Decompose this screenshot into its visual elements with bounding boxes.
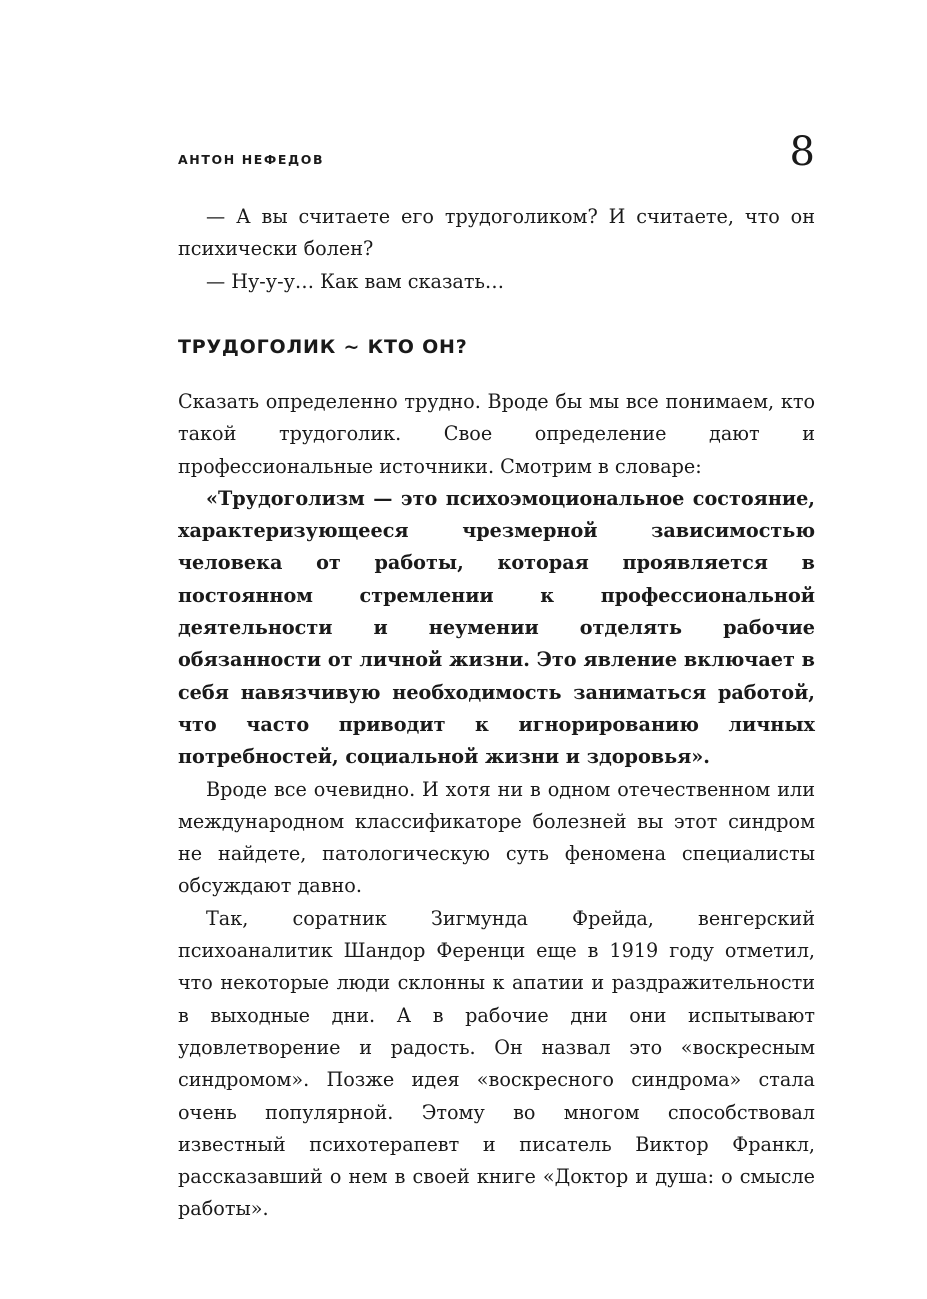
page-number: 8 (789, 129, 815, 175)
definition-quote: «Трудоголизм — это психоэмоциональное состояние, характеризующееся чрезмерной зависимостью человека от работы, которая проявляется в постоянном стремлении к профессиональной деятельности и неумении отделять рабочие обязанности от личной жизни. Это явление включает в себя навязчивую необходимость заниматься работой, что часто приводит к игнорированию личных потребностей, социальной жизни и здоровья». (178, 486, 815, 769)
section-body (178, 386, 815, 1226)
page-header (178, 129, 815, 192)
dialogue-line: — Ну-у-у… Как вам сказать… (206, 269, 505, 293)
body-paragraph: Так, соратник Зигмунда Фрейда, венгерский психоаналитик Шандор Ференци еще в 1919 году отметил, что некоторые люди склонны к апатии и раздражительности в выходные дни. А в рабочие дни они испытывают удовлетворение и радость. Он назвал это «воскресным синдромом». Позже идея «воскресного синдрома» стала очень популярной. Этому во многом способствовал известный психотерапевт и писатель Виктор Франкл, рассказавший о нем в своей книге «Доктор и душа: о смысле работы». (178, 906, 815, 1221)
dialogue-line: — А вы считаете его трудоголиком? И считаете, что он психически болен? (178, 205, 815, 261)
dialogue-block (178, 201, 815, 298)
body-paragraph: Вроде все очевидно. И хотя ни в одном отечественном или международном классификаторе болезней вы этот синдром не найдете, патологическую суть феномена специалисты обсуждают давно. (178, 777, 815, 898)
section-heading: ТРУДОГОЛИК ~ КТО ОН? (178, 336, 468, 358)
body-paragraph: Сказать определенно трудно. Вроде бы мы все понимаем, кто такой трудоголик. Свое определение дают и профессиональные источники. Смотрим в словаре: (178, 390, 815, 478)
running-head-author: АНТОН НЕФЕДОВ (178, 152, 325, 167)
